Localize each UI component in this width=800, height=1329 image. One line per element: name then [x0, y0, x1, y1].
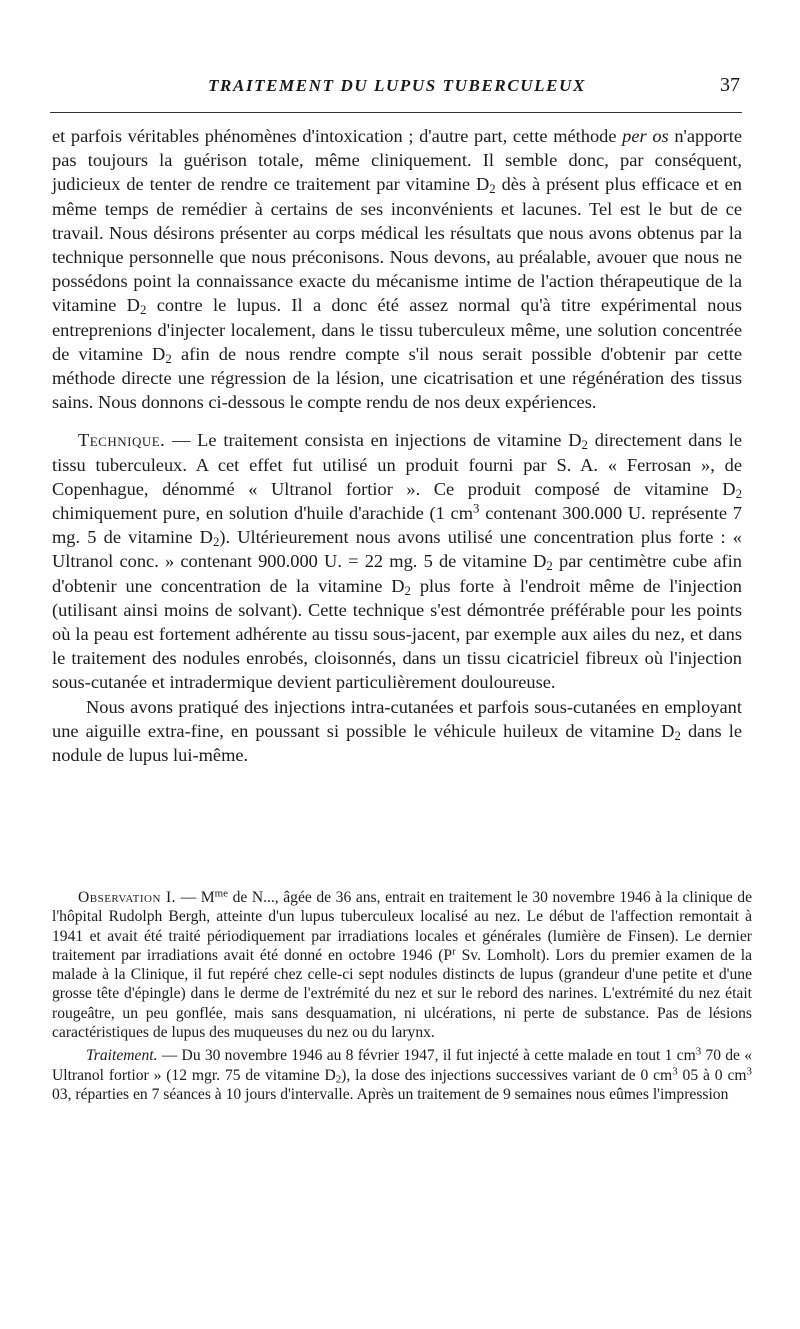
treatment-label: Traitement.: [86, 1047, 158, 1065]
header-rule: [50, 112, 742, 113]
paragraph-intro: et parfois véritables phénomènes d'intoxication ; d'autre part, cette méthode per os n'apporte pas toujours la guérison totale, même cliniquement. Il semble donc, par conséquent, judicieux de tenter de rendre ce traitement par vitamine $D_2$ dès à présent plus efficace et en même temps de remédier à certains de ses inconvénients et lacunes. Tel est le but de ce travail. Nous désirons présenter au corps médical les résultats que nous avons obtenus par la technique personnelle que nous préconisons. Nous devons, au préalable, avouer que nous ne possédons point la connaissance exacte du mécanisme intime de l'action thérapeutique de la vitamine $D_2$ contre le lupus. Il a donc été assez normal qu'à titre expérimental nous entreprenions d'injecter localement, dans le tissu tuberculeux même, une solution concentrée de vitamine $D_2$ afin de nous rendre compte s'il nous serait possible d'obtenir par cette méthode directe une régression de la lésion, une cicatrisation et une régénération des tissus sains. Nous donnons ci-dessous le compte rendu de nos deux expériences.: [52, 126, 743, 413]
paragraph-technique: Technique. — Le traitement consista en injections de vitamine $D_2$ directement dans le tissu tuberculeux. A cet effet fut utilisé un produit fourni par S. A. « Ferrosan », de Copenhague, dénommé « Ultranol fortior ». Ce produit composé de vitamine $D_2$ chimiquement pure, en solution d'huile d'arachide (1 $cm^3$ contenant 300.000 U. représente 7 mg. 5 de vitamine $D_2$). Ultérieurement nous avons utilisé une concentration plus forte : « Ultranol conc. » contenant 900.000 U. = 22 mg. 5 de vitamine $D_2$ par centimètre cube afin d'obtenir une concentration de la vitamine $D_2$ plus forte à l'endroit même de l'injection (utilisant ainsi moins de solvant). Cette technique s'est démontrée préférable pour les points où la peau est fortement adhérente au tissu sous-jacent, par exemple aux ailes du nez, et dans le traitement des nodules enrobés, cloisonnés, dans un tissu cicatriciel fibreux où l'injection sous-cutanée et intradermique devient particulièrement douloureuse.: [52, 430, 742, 693]
paragraph-injections: Nous avons pratiqué des injections intra-cutanées et parfois sous-cutanées en employant une aiguille extra-fine, en poussant si possible le véhicule huileux de vitamine $D_2$ dans le nodule de lupus lui-même.: [52, 696, 743, 766]
latin-term: per os: [622, 126, 669, 146]
observation-label: Observation I.: [78, 889, 177, 906]
section-label-technique: Technique.: [78, 430, 166, 451]
page-number: 37: [720, 74, 740, 96]
treatment-paragraph: Traitement. — Du 30 novembre 1946 au 8 février 1947, il fut injecté à cette malade en tout 1 $cm^3$ 70 de « Ultranol fortior » (12 mgr. 75 de vitamine $D_2$), la dose des injections successives variant de 0 $cm^3$ 05 à 0 $cm^3$ 03, réparties en 7 séances à 10 jours d'intervalle. Après un traitement de 9 semaines nous eûmes l'impression: [52, 1045, 752, 1103]
main-text: [52, 124, 742, 767]
case-notes: [52, 888, 752, 1104]
observation-paragraph: Observation I. — $M^{me}$ de N..., âgée de 36 ans, entrait en traitement le 30 novembre 1946 à la clinique de l'hôpital Rudolph Bergh, atteinte d'un lupus tuberculeux localisé au nez. Le début de l'affection remontait à 1941 et avait été traité périodiquement par irradiations locales et générales (lumière de Finsen). Le dernier traitement par irradiations avait été donné en octobre 1946 ($P^r$ Sv. Lomholt). Lors du premier examen de la malade à la Clinique, il fut repéré chez celle-ci sept nodules distincts de lupus (grandeur d'une petite et d'une grosse tête d'épingle) dans le derme de l'extrémité du nez et sur le rebord des narines. L'extrémité du nez était rougeâtre, un peu gonflée, mais sans desquamation, ni ulcérations, ni perte de substance. Pas de lésions caractéristiques de lupus des muqueuses du nez ou du larynx.: [52, 887, 752, 1042]
running-title: TRAITEMENT DU LUPUS TUBERCULEUX: [208, 76, 586, 95]
